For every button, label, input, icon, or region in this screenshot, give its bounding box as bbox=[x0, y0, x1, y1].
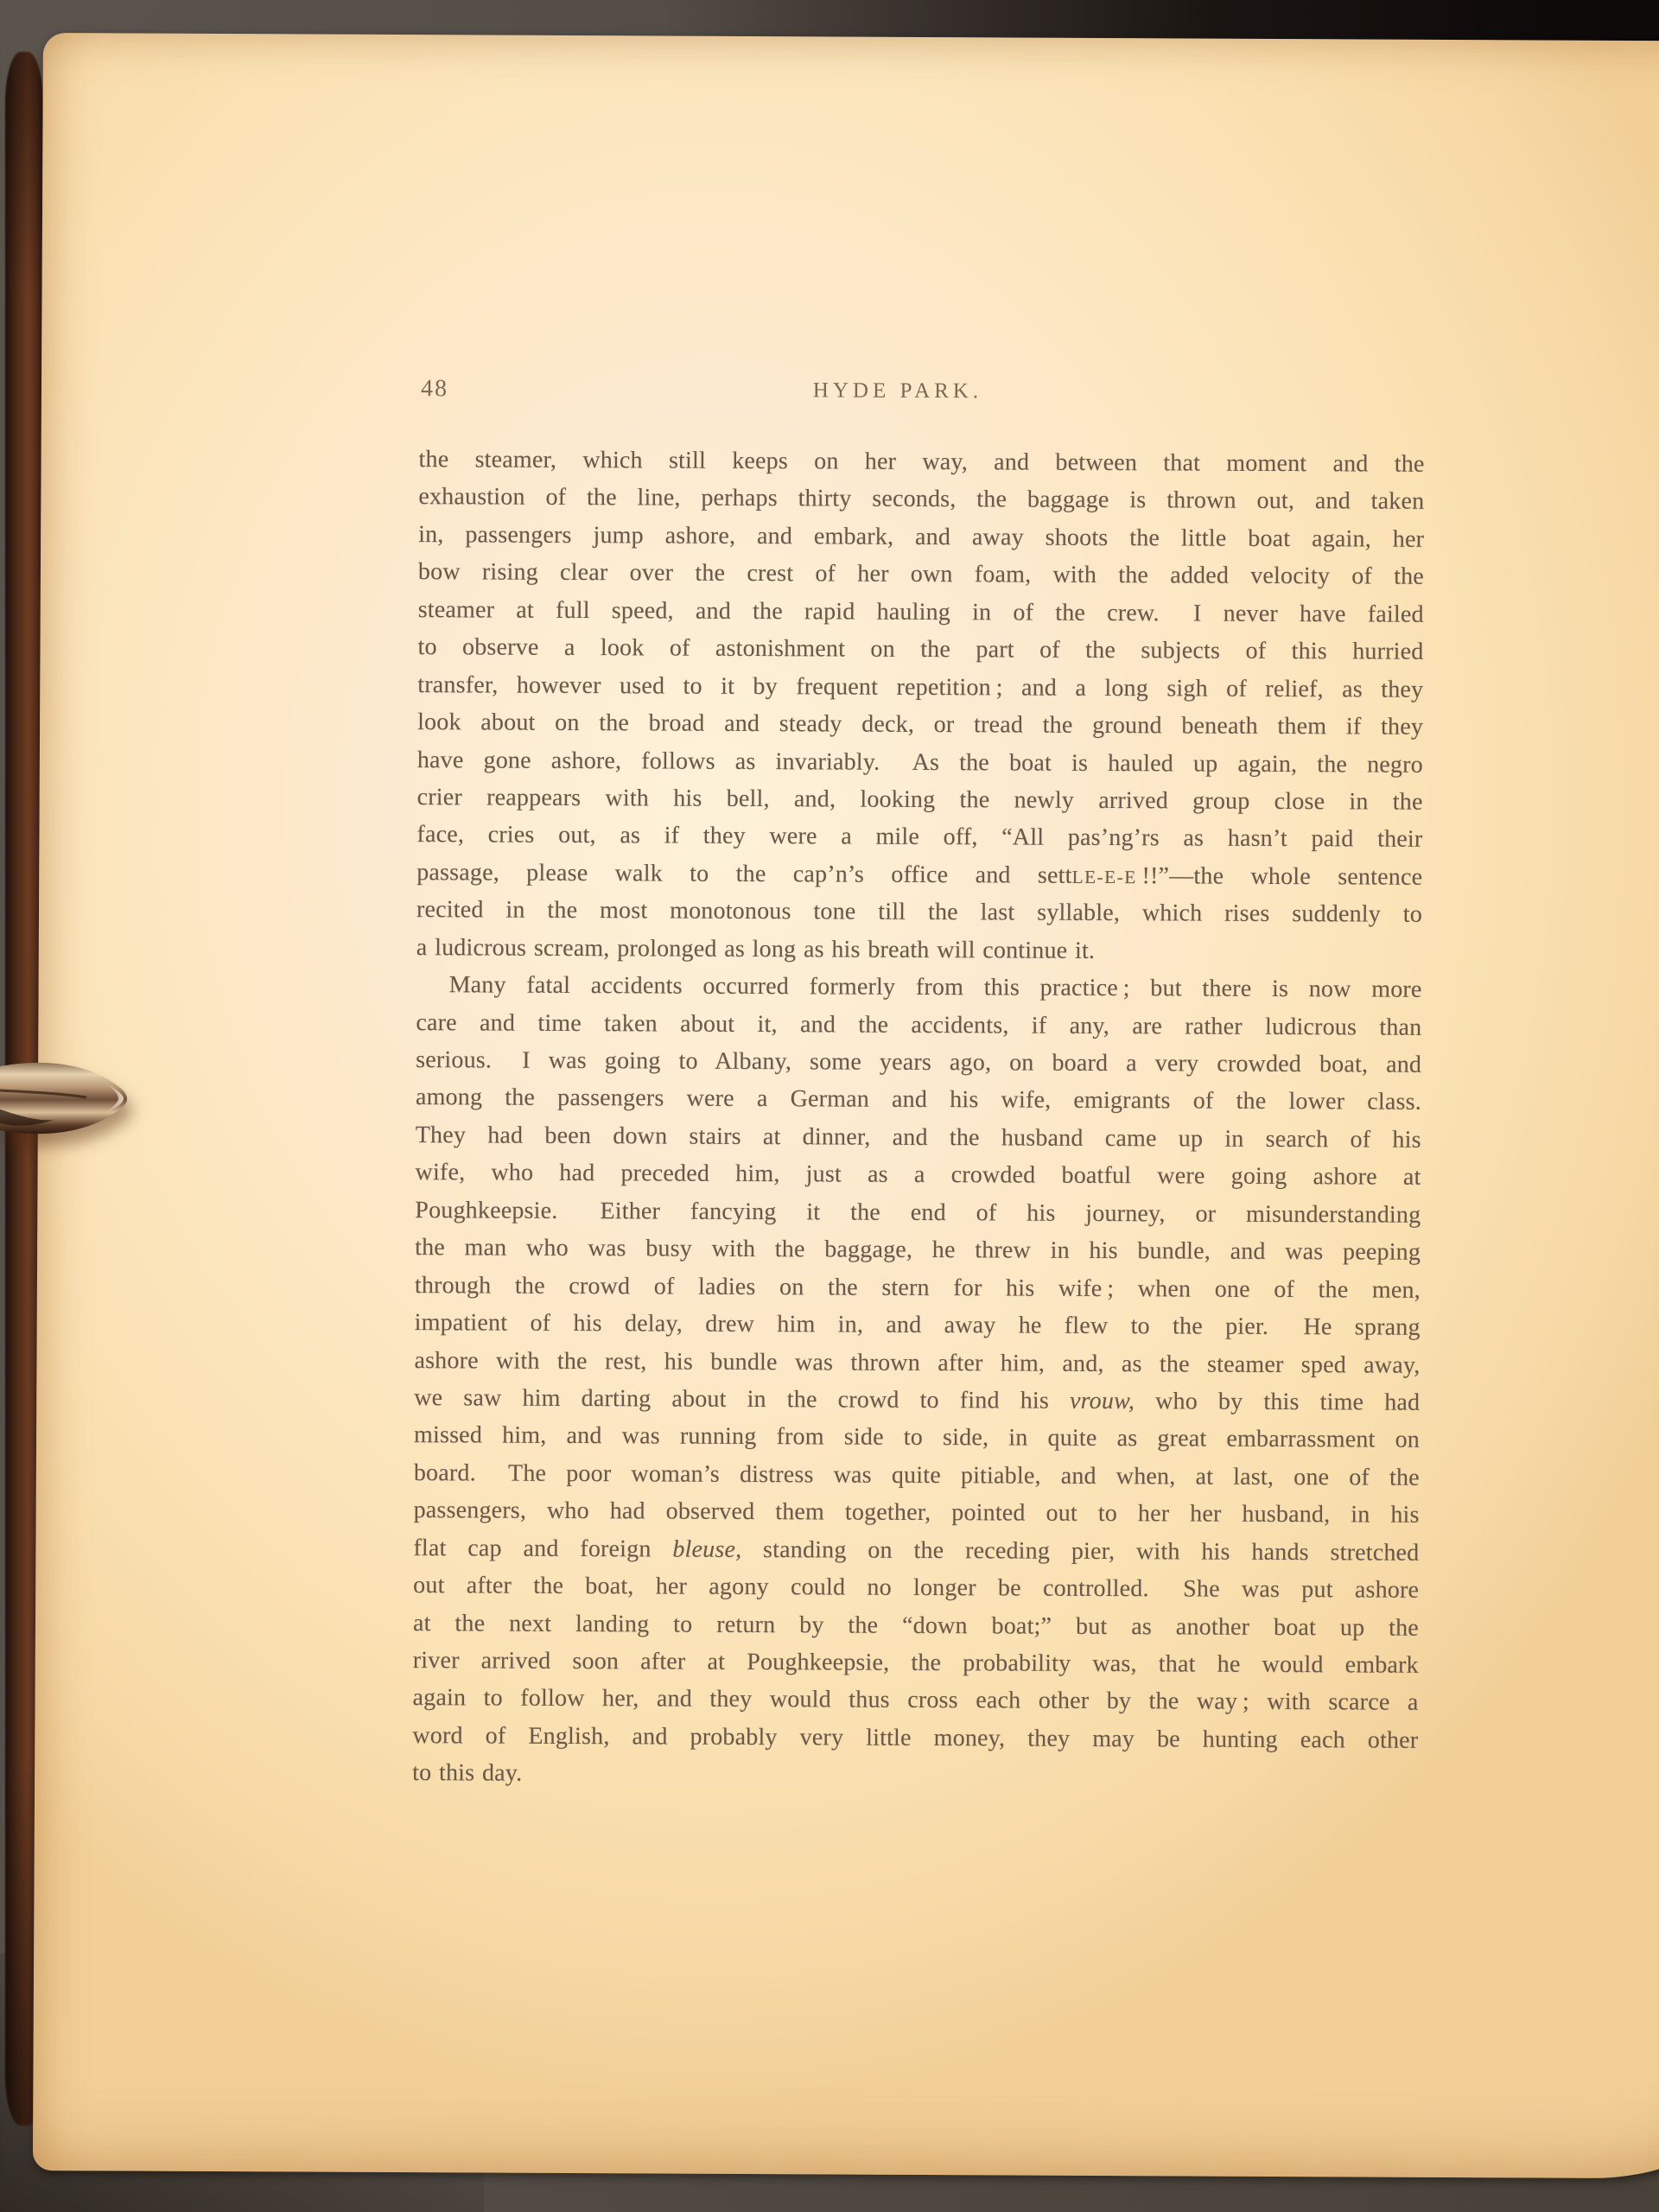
running-head: HYDE PARK. bbox=[812, 378, 983, 404]
page-number: 48 bbox=[420, 375, 449, 403]
text-line: board. The poor woman’s distress was quite pitiable, and when, at last, one of the bbox=[413, 1459, 1420, 1491]
text-line: through the crowd of ladies on the stern for his wife ; when one of the men, bbox=[414, 1271, 1421, 1304]
text-line: we saw him darting about in the crowd to find his vrouw, who by this time had bbox=[414, 1384, 1421, 1416]
text-line: again to follow her, and they would thus cross each other by the way ; with scarce a bbox=[412, 1684, 1419, 1717]
text-line: to this day. bbox=[412, 1759, 523, 1788]
text-line: in, passengers jump ashore, and embark, and away shoots the little boat again, her bbox=[418, 521, 1425, 553]
text-line: steamer at full speed, and the rapid hauling in of the crew. I never have failed bbox=[417, 595, 1424, 628]
text-line: serious. I was going to Albany, some years ago, on board a very crowded boat, and bbox=[416, 1046, 1422, 1078]
text-line: look about on the broad and steady deck, or tread the ground beneath them if they bbox=[417, 709, 1424, 741]
text-line: missed him, and was running from side to side, in quite as great embarrassment on bbox=[413, 1421, 1421, 1454]
text-line: the man who was busy with the baggage, he threw in his bundle, and was peeping bbox=[415, 1234, 1421, 1266]
text-line: have gone ashore, follows as invariably. As the boat is hauled up again, the negro bbox=[416, 746, 1423, 779]
pen-nib-icon bbox=[0, 1056, 137, 1142]
text-line: ashore with the rest, his bundle was thrown after him, and, as the steamer sped away, bbox=[414, 1346, 1421, 1379]
text-line: exhaustion of the line, perhaps thirty seconds, the baggage is thrown out, and taken bbox=[418, 483, 1425, 516]
text-line: the steamer, which still keeps on her way, and between that moment and the bbox=[418, 446, 1425, 478]
text-line: at the next landing to return by the “down boat;” but as another boat up the bbox=[412, 1609, 1420, 1642]
text-line: river arrived soon after at Poughkeepsie, the probability was, that he would embark bbox=[412, 1647, 1419, 1679]
body-text bbox=[412, 441, 1425, 1796]
text-line: flat cap and foreign bleuse, standing on the receding pier, with his hands stretched bbox=[413, 1534, 1420, 1567]
text-line: to observe a look of astonishment on the part of the subjects of this hurried bbox=[417, 633, 1424, 666]
page-header bbox=[419, 375, 1425, 410]
text-line: Poughkeepsie. Either fancying it the end of his journey, or misunderstanding bbox=[415, 1196, 1421, 1229]
text-line: wife, who had preceded him, just as a crowded boatful were going ashore at bbox=[415, 1159, 1421, 1192]
text-line: care and time taken about it, and the accidents, if any, are rather ludicrous than bbox=[416, 1008, 1422, 1041]
text-line: bow rising clear over the crest of her own foam, with the added velocity of the bbox=[417, 558, 1425, 591]
text-line: crier reappears with his bell, and, looking the newly arrived group close in the bbox=[416, 784, 1423, 816]
text-line: among the passengers were a German and his wife, emigrants of the lower class. bbox=[415, 1084, 1422, 1116]
book-page bbox=[33, 33, 1659, 2178]
paragraph bbox=[416, 441, 1425, 971]
text-line: Many fatal accidents occurred formerly from this practice ; but there is now more bbox=[448, 971, 1422, 1003]
text-block bbox=[412, 375, 1425, 1796]
text-line: They had been down stairs at dinner, and the husband came up in search of his bbox=[415, 1121, 1421, 1154]
text-line: a ludicrous scream, prolonged as long as his breath will continue it. bbox=[416, 933, 1096, 964]
text-line: transfer, however used to it by frequent repetition ; and a long sigh of relief, as they bbox=[417, 671, 1424, 703]
text-line: out after the boat, her agony could no longer be controlled. She was put ashore bbox=[413, 1572, 1420, 1604]
text-line: passage, please walk to the cap’n’s office and settLE-E-E !!”—the whole sentence bbox=[416, 858, 1423, 891]
text-line: recited in the most monotonous tone till the last syllable, which rises suddenly to bbox=[416, 896, 1423, 929]
paragraph bbox=[412, 966, 1422, 1796]
text-line: word of English, and probably very little money, they may be hunting each other bbox=[412, 1721, 1419, 1754]
text-line: face, cries out, as if they were a mile off, “All pas’ng’rs as hasn’t paid their bbox=[416, 821, 1423, 854]
text-line: impatient of his delay, drew him in, and away he flew to the pier. He sprang bbox=[414, 1309, 1421, 1341]
text-line: passengers, who had observed them together, pointed out to her her husband, in his bbox=[413, 1497, 1420, 1529]
